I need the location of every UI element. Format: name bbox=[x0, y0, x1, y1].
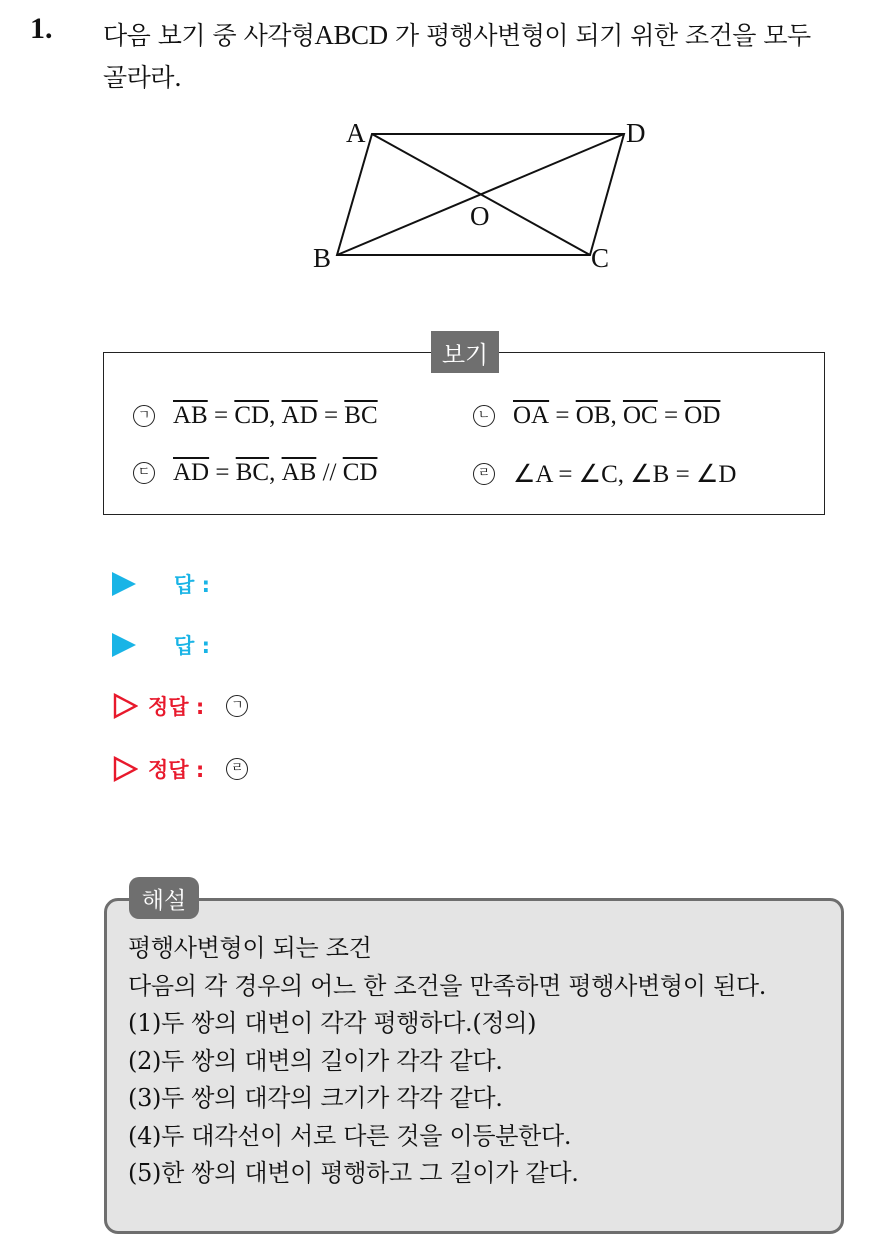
segment: $\overline{AB}$ bbox=[173, 402, 208, 429]
segment: $\overline{OD}$ bbox=[684, 402, 721, 429]
segment: $\overline{CD}$ bbox=[234, 402, 270, 429]
operator: = bbox=[207, 402, 235, 429]
operator: = bbox=[317, 402, 345, 429]
angle-condition-text: ∠A = ∠C, ∠B = ∠D bbox=[513, 461, 737, 488]
question-text-line2: 골라라. bbox=[103, 63, 182, 92]
condition-rieul bbox=[473, 459, 736, 489]
outline-triangle-icon bbox=[112, 693, 138, 719]
circled-giyeok-marker: ㄱ bbox=[133, 405, 155, 427]
circled-digeut-marker: ㄷ bbox=[133, 462, 155, 484]
segment: $\overline{AD}$ bbox=[281, 402, 318, 429]
question-text-part-a: 다음 보기 중 사각형 bbox=[103, 21, 315, 50]
condition-giyeok bbox=[133, 402, 378, 430]
segment: $\overline{OB}$ bbox=[575, 402, 611, 429]
explanation-line: (2)두 쌍의 대변의 길이가 각각 같다. bbox=[128, 1046, 503, 1075]
separator: , bbox=[610, 402, 623, 429]
condition-digeut bbox=[133, 459, 377, 487]
explanation-text bbox=[128, 930, 838, 1193]
correct-answer-value: ㄹ bbox=[226, 758, 248, 780]
vertex-label-a: A bbox=[346, 118, 366, 148]
center-label-o: O bbox=[470, 201, 490, 231]
explanation-title: 해설 bbox=[129, 877, 199, 919]
correct-answer-value: ㄱ bbox=[226, 695, 248, 717]
condition-nieun bbox=[473, 402, 720, 430]
segment: $\overline{BC}$ bbox=[235, 459, 270, 486]
operator: // bbox=[316, 459, 343, 486]
circled-nieun-marker: ㄴ bbox=[473, 405, 495, 427]
vertex-label-d: D bbox=[626, 118, 646, 148]
diagonal-bd bbox=[337, 134, 624, 255]
segment: $\overline{BC}$ bbox=[344, 402, 378, 429]
answer-row-1 bbox=[112, 569, 210, 599]
answer-row-2 bbox=[112, 630, 210, 660]
bogi-box bbox=[103, 352, 825, 515]
segment: $\overline{OA}$ bbox=[513, 402, 550, 429]
vertex-label-b: B bbox=[313, 243, 332, 273]
segment: $\overline{CD}$ bbox=[342, 459, 378, 486]
circled-rieul-marker: ㄹ bbox=[473, 463, 495, 485]
segment: $\overline{AB}$ bbox=[281, 459, 317, 486]
play-triangle-icon bbox=[112, 633, 136, 657]
bogi-title: 보기 bbox=[431, 331, 499, 373]
parallelogram-figure bbox=[300, 108, 660, 283]
explanation-line: (1)두 쌍의 대변이 각각 평행하다.(정의) bbox=[128, 1009, 537, 1037]
segment: $\overline{AD}$ bbox=[173, 459, 210, 486]
operator: = bbox=[657, 402, 685, 429]
question-text bbox=[103, 14, 873, 99]
quadrilateral-name: ABCD bbox=[314, 20, 388, 50]
operator: = bbox=[209, 459, 236, 486]
correct-answer-row-1 bbox=[112, 691, 248, 721]
outline-triangle-icon bbox=[112, 756, 138, 782]
explanation-line: (3)두 쌍의 대각의 크기가 각각 같다. bbox=[128, 1084, 503, 1112]
operator: = bbox=[549, 402, 576, 429]
question-text-part-b: 가 평행사변형이 되기 위한 조건을 모두 bbox=[387, 21, 811, 50]
separator: , bbox=[269, 459, 282, 486]
explanation-line: (4)두 대각선이 서로 다른 것을 이등분한다. bbox=[128, 1121, 572, 1150]
question-number: 1. bbox=[30, 12, 53, 45]
separator: , bbox=[269, 402, 282, 429]
explanation-line: 평행사변형이 되는 조건 bbox=[128, 934, 372, 962]
vertex-label-c: C bbox=[591, 243, 610, 273]
explanation-line: 다음의 각 경우의 어느 한 조건을 만족하면 평행사변형이 된다. bbox=[128, 971, 767, 1000]
correct-answer-label: 정답 : bbox=[148, 695, 205, 719]
segment: $\overline{OC}$ bbox=[622, 402, 658, 429]
answer-label: 답 : bbox=[174, 573, 210, 597]
correct-answer-label: 정답 : bbox=[148, 758, 205, 782]
correct-answer-row-2 bbox=[112, 754, 248, 784]
play-triangle-icon bbox=[112, 572, 136, 596]
explanation-line: (5)한 쌍의 대변이 평행하고 그 길이가 같다. bbox=[128, 1159, 579, 1187]
answer-label: 답 : bbox=[174, 634, 210, 658]
